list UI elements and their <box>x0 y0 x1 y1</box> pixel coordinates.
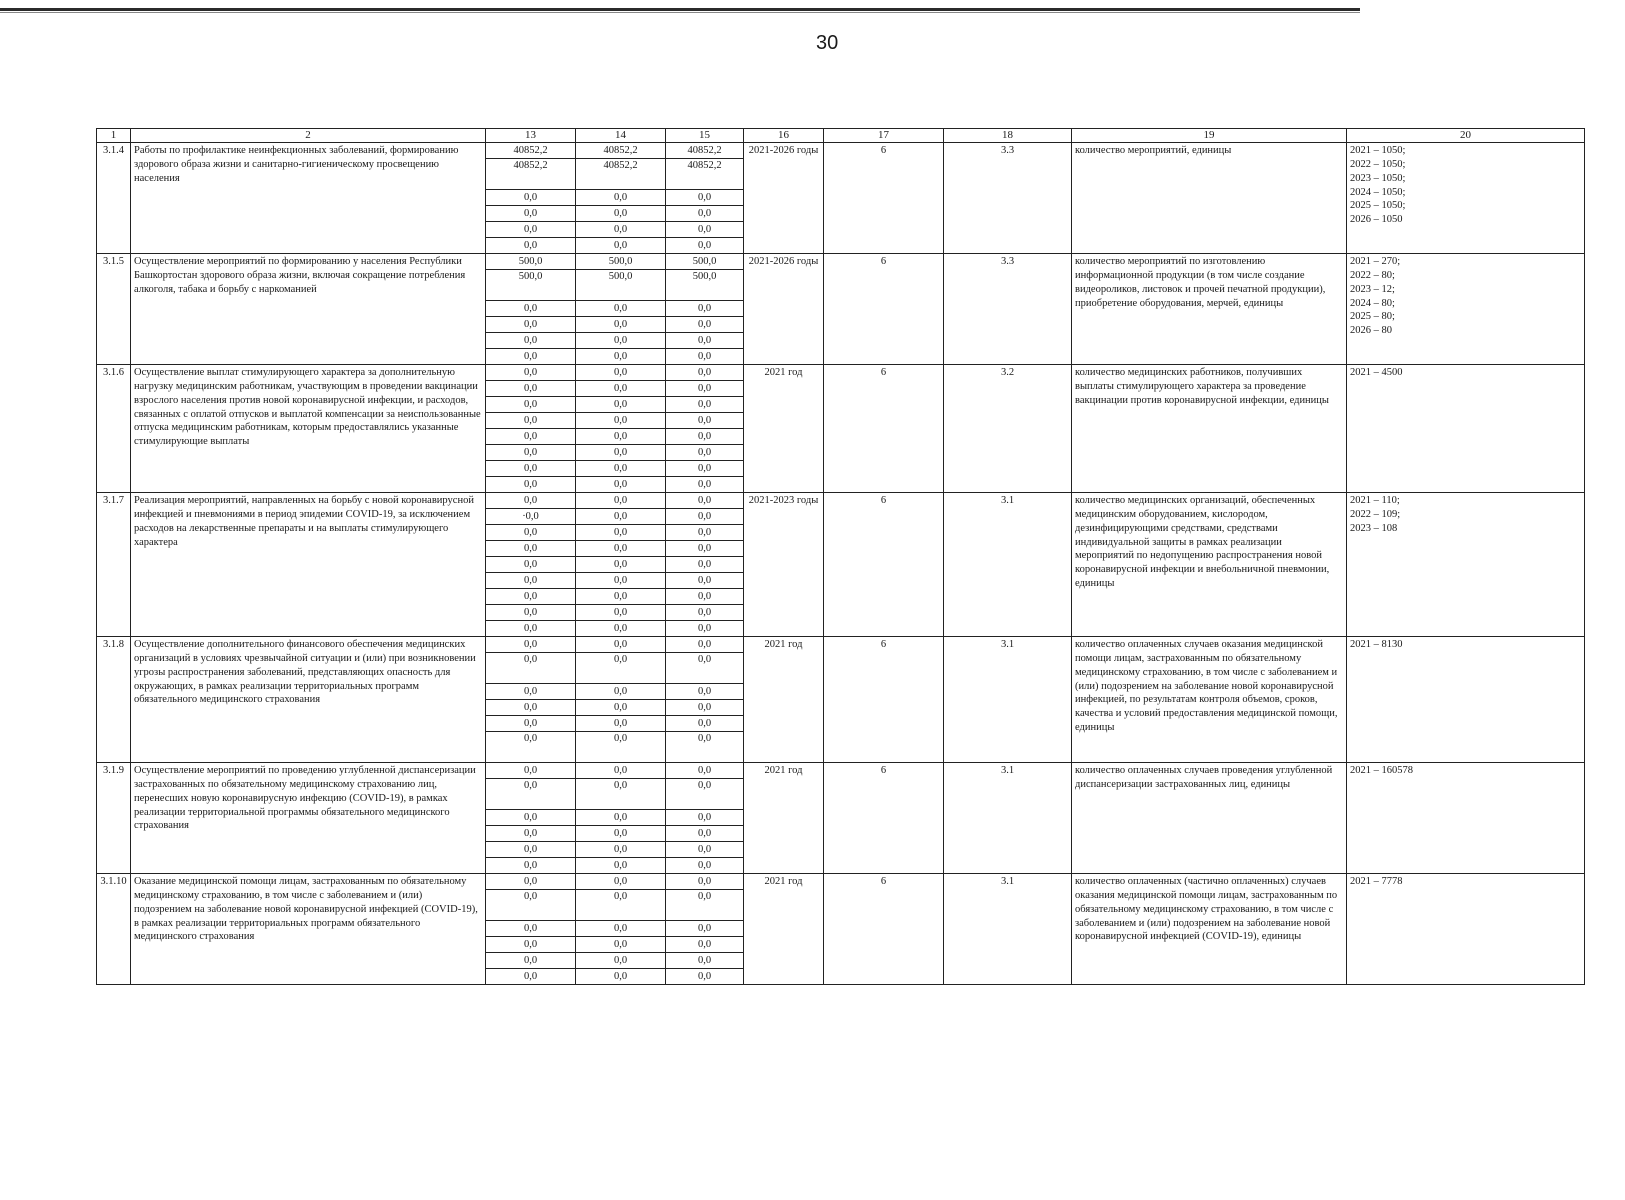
value-cell: 500,0 <box>666 254 744 270</box>
value-cell: 0,0 <box>666 732 744 763</box>
value-cell: 0,0 <box>486 317 576 333</box>
value-cell: 0,0 <box>486 716 576 732</box>
value-cell: 0,0 <box>486 365 576 381</box>
value-cell: 0,0 <box>486 301 576 317</box>
targets-cell: 2021 – 4500 <box>1347 365 1585 493</box>
top-border-line <box>0 8 1360 11</box>
value-cell: 0,0 <box>666 381 744 397</box>
value-cell: 500,0 <box>486 254 576 270</box>
table-row <box>97 637 1585 653</box>
value-cell: 0,0 <box>576 700 666 716</box>
value-cell: 0,0 <box>666 413 744 429</box>
item-number: 3.1.9 <box>97 763 131 874</box>
value-cell: 0,0 <box>486 461 576 477</box>
value-cell: 0,0 <box>486 557 576 573</box>
value-cell: 0,0 <box>486 493 576 509</box>
indicator-cell: количество медицинских работников, получивших выплаты стимулирующего характера за проведение вакцинации против коронавирусной инфекции, единицы <box>1072 365 1347 493</box>
targets-cell: 2021 – 7778 <box>1347 874 1585 985</box>
value-cell: 0,0 <box>666 621 744 637</box>
value-cell: 0,0 <box>576 858 666 874</box>
period-cell: 2021-2026 годы <box>744 143 824 254</box>
indicator-cell: количество мероприятий по изготовлению информационной продукции (в том числе создание видеороликов, листовок и прочей печатной продукции), приобретение оборудования, мерчей, единицы <box>1072 254 1347 365</box>
col17-cell: 6 <box>824 874 944 985</box>
value-cell: 0,0 <box>486 937 576 953</box>
value-cell: ·0,0 <box>486 509 576 525</box>
col17-cell: 6 <box>824 254 944 365</box>
targets-cell: 2021 – 1050; 2022 – 1050; 2023 – 1050; 2024 – 1050; 2025 – 1050; 2026 – 1050 <box>1347 143 1585 254</box>
value-cell: 0,0 <box>666 509 744 525</box>
value-cell: 0,0 <box>666 637 744 653</box>
header-cell: 13 <box>486 129 576 143</box>
value-cell: 0,0 <box>486 445 576 461</box>
value-cell: 0,0 <box>486 397 576 413</box>
col18-cell: 3.2 <box>944 365 1072 493</box>
period-cell: 2021 год <box>744 874 824 985</box>
item-number: 3.1.10 <box>97 874 131 985</box>
header-cell: 18 <box>944 129 1072 143</box>
item-number: 3.1.8 <box>97 637 131 763</box>
value-cell: 0,0 <box>666 333 744 349</box>
col18-cell: 3.3 <box>944 254 1072 365</box>
value-cell: 0,0 <box>576 525 666 541</box>
value-cell: 0,0 <box>666 365 744 381</box>
table-row <box>97 365 1585 381</box>
value-cell: 40852,2 <box>666 143 744 159</box>
value-cell: 0,0 <box>576 810 666 826</box>
period-cell: 2021 год <box>744 637 824 763</box>
header-cell: 16 <box>744 129 824 143</box>
item-description: Реализация мероприятий, направленных на борьбу с новой коронавирусной инфекцией и пневмониями в период эпидемии COVID-19, за исключением расходов на лекарственные препараты и на выплаты стимулирующего характера <box>131 493 486 637</box>
value-cell: 0,0 <box>576 637 666 653</box>
value-cell: 0,0 <box>576 653 666 684</box>
value-cell: 0,0 <box>576 921 666 937</box>
value-cell: 0,0 <box>576 206 666 222</box>
value-cell: 0,0 <box>576 826 666 842</box>
table-row <box>97 763 1585 779</box>
item-description: Осуществление выплат стимулирующего характера за дополнительную нагрузку медицинским работникам, участвующим в проведении вакцинации взрослого населения против новой коронавирусной инфекции, и расходов, связанных с оплатой отпусков и выплатой компенсации за неиспользованные отпуска медицинским работникам, которым предоставлялись указанные стимулирующие выплаты <box>131 365 486 493</box>
value-cell: 0,0 <box>486 238 576 254</box>
value-cell: 0,0 <box>576 190 666 206</box>
value-cell: 0,0 <box>666 589 744 605</box>
value-cell: 0,0 <box>576 684 666 700</box>
value-cell: 0,0 <box>576 429 666 445</box>
col17-cell: 6 <box>824 493 944 637</box>
value-cell: 0,0 <box>576 397 666 413</box>
value-cell: 0,0 <box>486 349 576 365</box>
page-number: 30 <box>816 32 839 54</box>
value-cell: 0,0 <box>486 858 576 874</box>
value-cell: 0,0 <box>666 397 744 413</box>
value-cell: 0,0 <box>666 842 744 858</box>
value-cell: 0,0 <box>576 874 666 890</box>
value-cell: 0,0 <box>486 779 576 810</box>
value-cell: 0,0 <box>666 937 744 953</box>
value-cell: 40852,2 <box>666 159 744 190</box>
value-cell: 0,0 <box>486 477 576 493</box>
value-cell: 0,0 <box>576 317 666 333</box>
value-cell: 0,0 <box>486 589 576 605</box>
value-cell: 40852,2 <box>486 159 576 190</box>
value-cell: 0,0 <box>666 222 744 238</box>
header-cell: 14 <box>576 129 666 143</box>
value-cell: 0,0 <box>486 190 576 206</box>
col18-cell: 3.1 <box>944 637 1072 763</box>
value-cell: 0,0 <box>576 381 666 397</box>
item-description: Осуществление мероприятий по формированию у населения Республики Башкортостан здорового образа жизни, включая сокращение потребления алкоголя, табака и борьбу с наркоманией <box>131 254 486 365</box>
value-cell: 0,0 <box>576 779 666 810</box>
value-cell: 0,0 <box>486 637 576 653</box>
value-cell: 0,0 <box>576 589 666 605</box>
value-cell: 0,0 <box>486 700 576 716</box>
value-cell: 0,0 <box>486 525 576 541</box>
col17-cell: 6 <box>824 365 944 493</box>
value-cell: 0,0 <box>486 874 576 890</box>
value-cell: 0,0 <box>486 969 576 985</box>
value-cell: 0,0 <box>486 653 576 684</box>
value-cell: 0,0 <box>666 301 744 317</box>
item-description: Осуществление дополнительного финансового обеспечения медицинских организаций в условиях чрезвычайной ситуации и (или) при возникновении угрозы распространения заболеваний, представляющих опасность для окружающих, в рамках реализации территориальных программ обязательного медицинского страхования <box>131 637 486 763</box>
value-cell: 0,0 <box>486 573 576 589</box>
value-cell: 0,0 <box>666 541 744 557</box>
table-row <box>97 493 1585 509</box>
indicator-cell: количество оплаченных случаев оказания медицинской помощи лицам, застрахованным по обязательному медицинскому страхованию, в том числе с заболеванием и (или) подозрением на заболевание новой коронавирусной инфекцией, по результатам контроля объемов, сроков, качества и условий предоставления медицинской помощи, единицы <box>1072 637 1347 763</box>
value-cell: 0,0 <box>576 557 666 573</box>
value-cell: 0,0 <box>666 461 744 477</box>
value-cell: 0,0 <box>666 779 744 810</box>
targets-cell: 2021 – 8130 <box>1347 637 1585 763</box>
value-cell: 0,0 <box>576 716 666 732</box>
value-cell: 0,0 <box>576 732 666 763</box>
value-cell: 0,0 <box>486 732 576 763</box>
value-cell: 0,0 <box>576 445 666 461</box>
period-cell: 2021-2023 годы <box>744 493 824 637</box>
value-cell: 0,0 <box>666 317 744 333</box>
value-cell: 0,0 <box>666 525 744 541</box>
header-cell: 1 <box>97 129 131 143</box>
period-cell: 2021 год <box>744 763 824 874</box>
item-description: Оказание медицинской помощи лицам, застрахованным по обязательному медицинскому страхованию, в том числе с заболеванием и (или) подозрением на заболевание новой коронавирусной инфекцией (COVID-19), в рамках реализации территориальных программ обязательного медицинского страхования <box>131 874 486 985</box>
header-cell: 15 <box>666 129 744 143</box>
value-cell: 0,0 <box>486 206 576 222</box>
col17-cell: 6 <box>824 763 944 874</box>
table-row <box>97 874 1585 890</box>
col18-cell: 3.1 <box>944 874 1072 985</box>
header-cell: 2 <box>131 129 486 143</box>
value-cell: 0,0 <box>486 684 576 700</box>
value-cell: 0,0 <box>576 953 666 969</box>
value-cell: 0,0 <box>486 826 576 842</box>
value-cell: 0,0 <box>666 953 744 969</box>
value-cell: 0,0 <box>486 621 576 637</box>
header-cell: 17 <box>824 129 944 143</box>
value-cell: 0,0 <box>576 573 666 589</box>
value-cell: 0,0 <box>576 969 666 985</box>
value-cell: 0,0 <box>576 621 666 637</box>
value-cell: 0,0 <box>486 953 576 969</box>
value-cell: 0,0 <box>666 190 744 206</box>
col17-cell: 6 <box>824 143 944 254</box>
value-cell: 0,0 <box>576 890 666 921</box>
value-cell: 500,0 <box>576 254 666 270</box>
period-cell: 2021 год <box>744 365 824 493</box>
targets-cell: 2021 – 160578 <box>1347 763 1585 874</box>
value-cell: 0,0 <box>486 429 576 445</box>
value-cell: 0,0 <box>486 413 576 429</box>
value-cell: 0,0 <box>576 461 666 477</box>
value-cell: 0,0 <box>666 890 744 921</box>
value-cell: 0,0 <box>666 429 744 445</box>
value-cell: 0,0 <box>666 349 744 365</box>
value-cell: 0,0 <box>576 842 666 858</box>
value-cell: 0,0 <box>666 700 744 716</box>
item-number: 3.1.4 <box>97 143 131 254</box>
value-cell: 500,0 <box>666 270 744 301</box>
item-number: 3.1.7 <box>97 493 131 637</box>
indicator-cell: количество оплаченных случаев проведения углубленной диспансеризации застрахованных лиц, единицы <box>1072 763 1347 874</box>
indicator-cell: количество мероприятий, единицы <box>1072 143 1347 254</box>
value-cell: 0,0 <box>666 557 744 573</box>
item-number: 3.1.5 <box>97 254 131 365</box>
program-table <box>96 128 1585 985</box>
targets-cell: 2021 – 110; 2022 – 109; 2023 – 108 <box>1347 493 1585 637</box>
value-cell: 40852,2 <box>486 143 576 159</box>
value-cell: 0,0 <box>576 477 666 493</box>
value-cell: 0,0 <box>666 653 744 684</box>
value-cell: 0,0 <box>666 206 744 222</box>
value-cell: 0,0 <box>576 509 666 525</box>
table-row <box>97 143 1585 159</box>
value-cell: 0,0 <box>666 445 744 461</box>
value-cell: 0,0 <box>576 937 666 953</box>
header-row <box>97 129 1585 143</box>
item-description: Работы по профилактике неинфекционных заболеваний, формированию здорового образа жизни и санитарно-гигиеническому просвещению населения <box>131 143 486 254</box>
value-cell: 0,0 <box>666 573 744 589</box>
indicator-cell: количество оплаченных (частично оплаченных) случаев оказания медицинской помощи лицам, застрахованным по обязательному медицинскому страхованию, в том числе с заболеванием и (или) подозрением на заболевание новой коронавирусной инфекцией (COVID-19), единицы <box>1072 874 1347 985</box>
value-cell: 500,0 <box>576 270 666 301</box>
value-cell: 0,0 <box>666 874 744 890</box>
value-cell: 0,0 <box>576 605 666 621</box>
targets-cell: 2021 – 270; 2022 – 80; 2023 – 12; 2024 – 80; 2025 – 80; 2026 – 80 <box>1347 254 1585 365</box>
header-cell: 19 <box>1072 129 1347 143</box>
col18-cell: 3.3 <box>944 143 1072 254</box>
value-cell: 0,0 <box>666 921 744 937</box>
value-cell: 0,0 <box>486 381 576 397</box>
value-cell: 0,0 <box>666 810 744 826</box>
value-cell: 0,0 <box>486 921 576 937</box>
value-cell: 0,0 <box>576 333 666 349</box>
value-cell: 0,0 <box>666 763 744 779</box>
value-cell: 0,0 <box>666 716 744 732</box>
indicator-cell: количество медицинских организаций, обеспеченных медицинским оборудованием, кислородом, дезинфицирующими средствами, средствами индивидуальной защиты в рамках реализации мероприятий по недопущению распространения новой коронавирусной инфекции и внебольничной пневмонии, единицы <box>1072 493 1347 637</box>
value-cell: 0,0 <box>666 493 744 509</box>
value-cell: 0,0 <box>576 365 666 381</box>
value-cell: 0,0 <box>486 222 576 238</box>
value-cell: 0,0 <box>486 763 576 779</box>
value-cell: 0,0 <box>486 890 576 921</box>
value-cell: 0,0 <box>486 605 576 621</box>
value-cell: 500,0 <box>486 270 576 301</box>
value-cell: 0,0 <box>486 842 576 858</box>
value-cell: 40852,2 <box>576 143 666 159</box>
value-cell: 0,0 <box>576 222 666 238</box>
value-cell: 0,0 <box>666 969 744 985</box>
value-cell: 0,0 <box>576 349 666 365</box>
value-cell: 0,0 <box>576 238 666 254</box>
value-cell: 0,0 <box>576 541 666 557</box>
value-cell: 40852,2 <box>576 159 666 190</box>
value-cell: 0,0 <box>576 413 666 429</box>
value-cell: 0,0 <box>666 477 744 493</box>
value-cell: 0,0 <box>576 493 666 509</box>
item-description: Осуществление мероприятий по проведению углубленной диспансеризации застрахованных по обязательному медицинскому страхованию лиц, перенесших новую коронавирусную инфекцию (COVID-19), в рамках реализации территориальной программы обязательного медицинского страхования <box>131 763 486 874</box>
col18-cell: 3.1 <box>944 493 1072 637</box>
item-number: 3.1.6 <box>97 365 131 493</box>
col18-cell: 3.1 <box>944 763 1072 874</box>
top-border-line-secondary <box>0 12 1360 13</box>
period-cell: 2021-2026 годы <box>744 254 824 365</box>
value-cell: 0,0 <box>486 333 576 349</box>
table-row <box>97 254 1585 270</box>
col17-cell: 6 <box>824 637 944 763</box>
value-cell: 0,0 <box>666 858 744 874</box>
value-cell: 0,0 <box>576 301 666 317</box>
value-cell: 0,0 <box>486 541 576 557</box>
header-cell: 20 <box>1347 129 1585 143</box>
table-body <box>97 143 1585 985</box>
value-cell: 0,0 <box>666 684 744 700</box>
value-cell: 0,0 <box>666 238 744 254</box>
value-cell: 0,0 <box>486 810 576 826</box>
value-cell: 0,0 <box>576 763 666 779</box>
value-cell: 0,0 <box>666 826 744 842</box>
value-cell: 0,0 <box>666 605 744 621</box>
